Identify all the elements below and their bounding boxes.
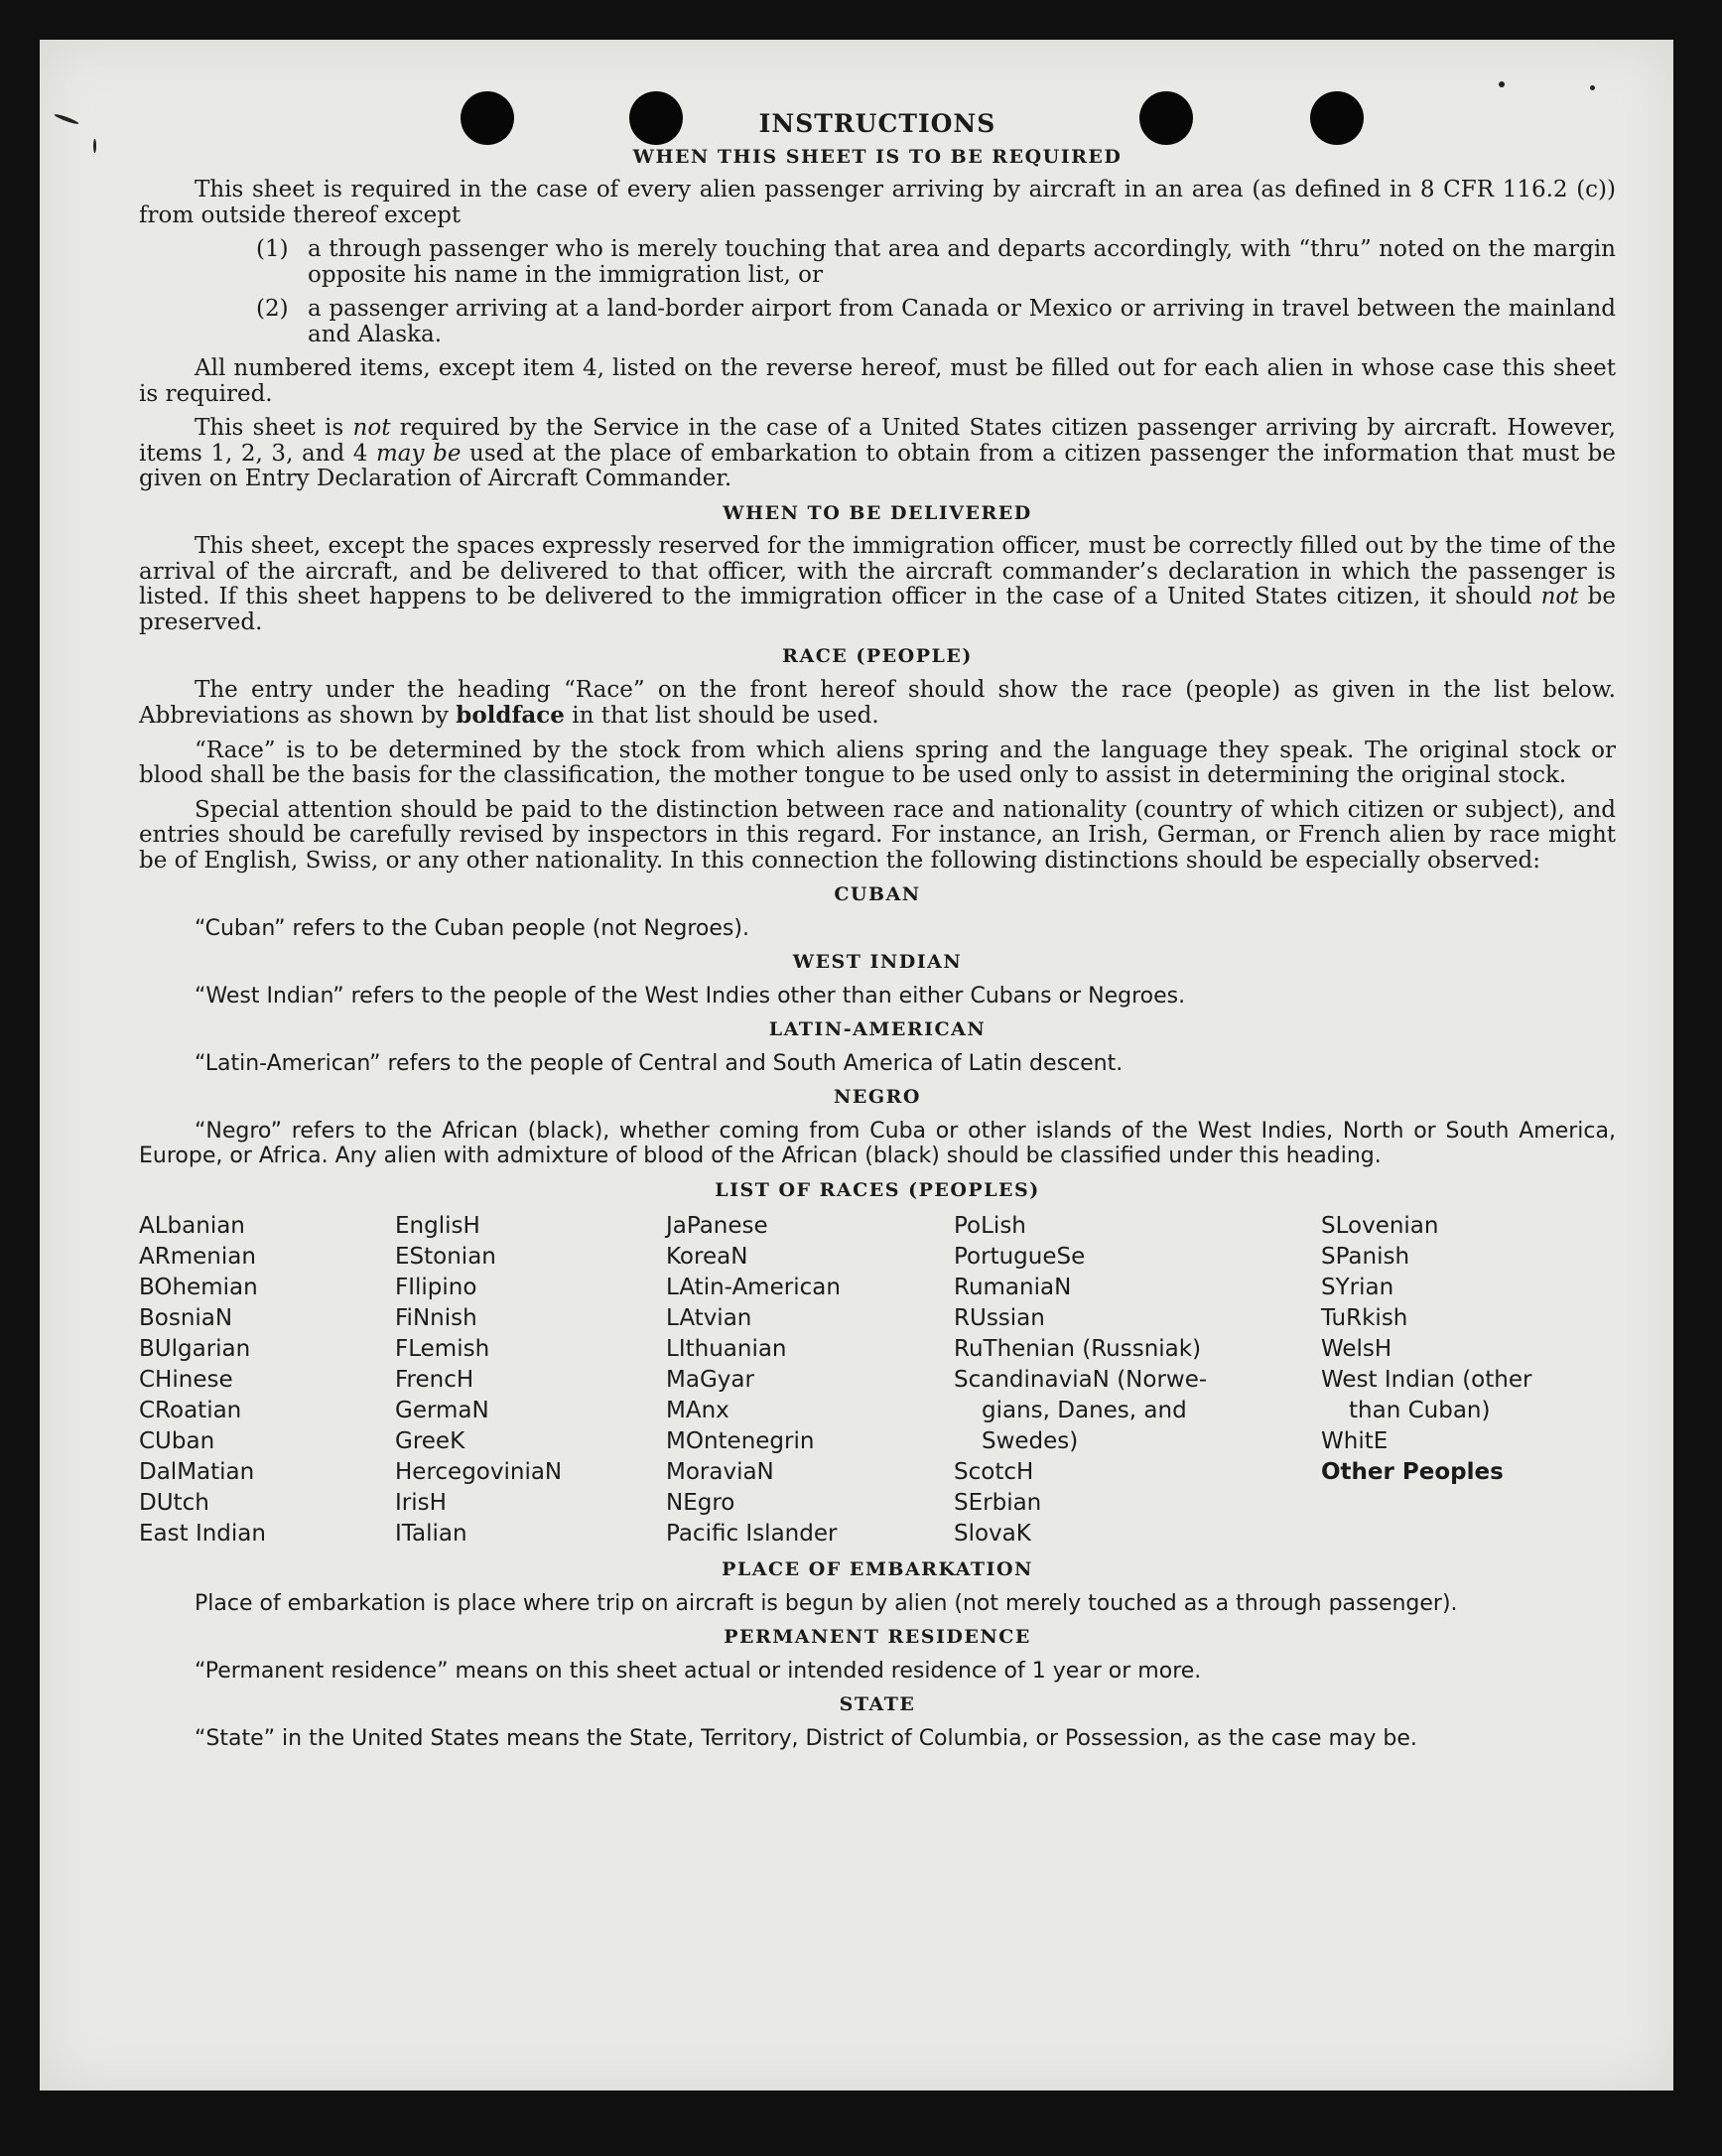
paragraph: All numbered items, except item 4, listed on the reverse hereof, must be filled out for each alien in whose case this sheet is required. [139, 355, 1616, 407]
emphasis-text: not [1540, 584, 1579, 609]
text-run: required by the Service in the case of a United States citizen passenger arriving by aircraft. However, items 1, 2, 3, and 4 [139, 415, 1616, 467]
emphasis-text: may be [376, 440, 462, 467]
race-entry: FiNnish [395, 1305, 477, 1331]
race-entry: RuThenian (Russniak) [954, 1336, 1202, 1362]
paragraph [139, 534, 1616, 635]
text-run: in that list should be used. [564, 703, 879, 729]
race-entry: ScandinaviaN (Norwe- [954, 1367, 1208, 1393]
race-entry: gians, Danes, and [982, 1398, 1187, 1423]
section-heading-embarkation: PLACE OF EMBARKATION [722, 1558, 1033, 1580]
race-entry: PoLish [954, 1213, 1026, 1239]
race-entry: Swedes) [982, 1428, 1079, 1454]
race-entry: HercegoviniaN [395, 1459, 563, 1485]
race-entry: MoraviaN [666, 1459, 774, 1485]
race-entry: ITalian [395, 1521, 467, 1547]
race-entry: MaGyar [666, 1367, 754, 1393]
race-entry: JaPanese [666, 1213, 768, 1239]
item-text: a through passenger who is merely touching that area and departs accordingly, with “thru” noted on the margin opposite his name in the immigration list, or [308, 236, 1616, 288]
scan-mark [1590, 85, 1595, 90]
scan-mark [93, 139, 96, 153]
race-entry: GermaN [395, 1398, 489, 1423]
page-title: INSTRUCTIONS [758, 109, 996, 138]
race-entry: East Indian [139, 1521, 266, 1547]
race-entry: DalMatian [139, 1459, 255, 1485]
race-entry: LAtin-American [666, 1275, 841, 1300]
bold-text: boldface [456, 702, 565, 729]
race-entry: RumaniaN [954, 1275, 1072, 1300]
paragraph: “Negro” refers to the African (black), whether coming from Cuba or other islands of the West Indies, North or South America, Europe, or Africa. Any alien with admixture of blood of the African (black) should be classified under this heading. [139, 1118, 1616, 1168]
race-entry: FIlipino [395, 1275, 477, 1300]
paragraph [139, 416, 1616, 492]
paragraph: “Permanent residence” means on this sheet actual or intended residence of 1 year or more. [195, 1658, 1202, 1684]
race-entry: WelsH [1321, 1336, 1392, 1362]
races-column [139, 1211, 395, 1550]
races-column [666, 1211, 954, 1550]
races-column [395, 1211, 666, 1550]
race-entry: CUban [139, 1428, 215, 1454]
section-heading-negro: NEGRO [834, 1086, 921, 1108]
race-entry: KoreaN [666, 1244, 748, 1270]
race-entry: WhitE [1321, 1428, 1389, 1454]
race-entry: EnglisH [395, 1213, 480, 1239]
paragraph: Place of embarkation is place where trip on aircraft is begun by alien (not merely touched as a through passenger). [195, 1590, 1458, 1616]
race-entry: NEgro [666, 1490, 735, 1516]
text-run: be preserved. [139, 584, 1616, 635]
race-entry: ARmenian [139, 1244, 256, 1270]
section-heading-race: RACE (PEOPLE) [782, 645, 973, 667]
emphasis-text: not [352, 415, 391, 441]
race-entry: MOntenegrin [666, 1428, 815, 1454]
race-entry: Pacific Islander [666, 1521, 838, 1547]
race-entry: SlovaK [954, 1521, 1031, 1547]
section-heading-west-indian: WEST INDIAN [792, 951, 963, 973]
paragraph: “Race” is to be determined by the stock from which aliens spring and the language they speak. The original stock or blood shall be the basis for the classification, the mother tongue to be used only to assist in determining the original stock. [139, 737, 1616, 788]
race-entry: BosniaN [139, 1305, 233, 1331]
race-entry: Other Peoples [1321, 1459, 1504, 1485]
race-entry: TuRkish [1321, 1305, 1408, 1331]
instructions-content [139, 111, 1616, 1760]
text-run: This sheet is [195, 415, 353, 441]
race-entry: PortugueSe [954, 1244, 1086, 1270]
race-entry: SPanish [1321, 1244, 1410, 1270]
race-entry: SErbian [954, 1490, 1042, 1516]
race-entry: SLovenian [1321, 1213, 1439, 1239]
race-entry: CRoatian [139, 1398, 242, 1423]
race-entry: LIthuanian [666, 1336, 787, 1362]
race-entry: MAnx [666, 1398, 729, 1423]
race-entry: SYrian [1321, 1275, 1394, 1300]
paragraph: “Cuban” refers to the Cuban people (not Negroes). [195, 915, 749, 941]
paragraph: “Latin-American” refers to the people of Central and South America of Latin descent. [195, 1050, 1124, 1076]
text-run: This sheet, except the spaces expressly reserved for the immigration officer, must be correctly filled out by the time of the arrival of the aircraft, and be delivered to that officer, with the aircraft commander’s declaration in which the passenger is listed. If this sheet happens to be delivered to the immigration officer in the case of a United States citizen, it should [139, 533, 1616, 609]
paragraph: Special attention should be paid to the distinction between race and nationality (country of which citizen or subject), and entries should be carefully revised by inspectors in this regard. For instance, an Irish, German, or French alien by race might be of English, Swiss, or any other nationality. In this connection the following distinctions should be especially observed: [139, 796, 1616, 874]
section-heading-residence: PERMANENT RESIDENCE [724, 1626, 1031, 1648]
race-entry: FrencH [395, 1367, 474, 1393]
list-item [139, 297, 1616, 347]
races-column [954, 1211, 1321, 1550]
scan-mark [1499, 81, 1505, 87]
race-entry: IrisH [395, 1490, 447, 1516]
paragraph: “West Indian” refers to the people of the West Indies other than either Cubans or Negroes. [195, 983, 1186, 1009]
list-item [139, 237, 1616, 288]
race-entry: BUlgarian [139, 1336, 251, 1362]
scan-mark [54, 113, 79, 126]
race-entry: DUtch [139, 1490, 209, 1516]
race-entry: BOhemian [139, 1275, 258, 1300]
paragraph [139, 678, 1616, 730]
races-list [139, 1211, 1616, 1550]
race-entry: FLemish [395, 1336, 490, 1362]
race-entry: than Cuban) [1349, 1398, 1491, 1423]
paragraph: “State” in the United States means the State, Territory, District of Columbia, or Possession, as the case may be. [195, 1725, 1417, 1751]
section-heading-latin-american: LATIN-AMERICAN [768, 1018, 987, 1040]
race-entry: GreeK [395, 1428, 465, 1454]
text-run: used at the place of embarkation to obtain from a citizen passenger the information that must be given on Entry Declaration of Aircraft Commander. [139, 440, 1617, 491]
section-heading-required: WHEN THIS SHEET IS TO BE REQUIRED [632, 145, 1123, 168]
section-heading-cuban: CUBAN [834, 883, 921, 905]
race-entry: LAtvian [666, 1305, 752, 1331]
section-heading-state: STATE [839, 1693, 916, 1715]
document-sheet [40, 40, 1673, 2090]
item-text: a passenger arriving at a land-border airport from Canada or Mexico or arriving in travel between the mainland and Alaska. [308, 296, 1616, 347]
section-heading-races-list: LIST OF RACES (PEOPLES) [715, 1178, 1040, 1201]
race-entry: ScotcH [954, 1459, 1034, 1485]
item-number: (1) [256, 236, 289, 262]
section-heading-delivered: WHEN TO BE DELIVERED [723, 501, 1032, 524]
paragraph: This sheet is required in the case of every alien passenger arriving by aircraft in an area (as defined in 8 CFR 116.2 (c)) from outside thereof except [139, 177, 1616, 228]
race-entry: EStonian [395, 1244, 496, 1270]
race-entry: West Indian (other [1321, 1367, 1532, 1393]
races-column [1321, 1211, 1616, 1550]
race-entry: CHinese [139, 1367, 233, 1393]
race-entry: RUssian [954, 1305, 1045, 1331]
item-number: (2) [256, 296, 289, 322]
text-run: The entry under the heading “Race” on the front hereof should show the race (people) as given in the list below. Abbreviations as shown by [139, 676, 1616, 729]
race-entry: ALbanian [139, 1213, 245, 1239]
